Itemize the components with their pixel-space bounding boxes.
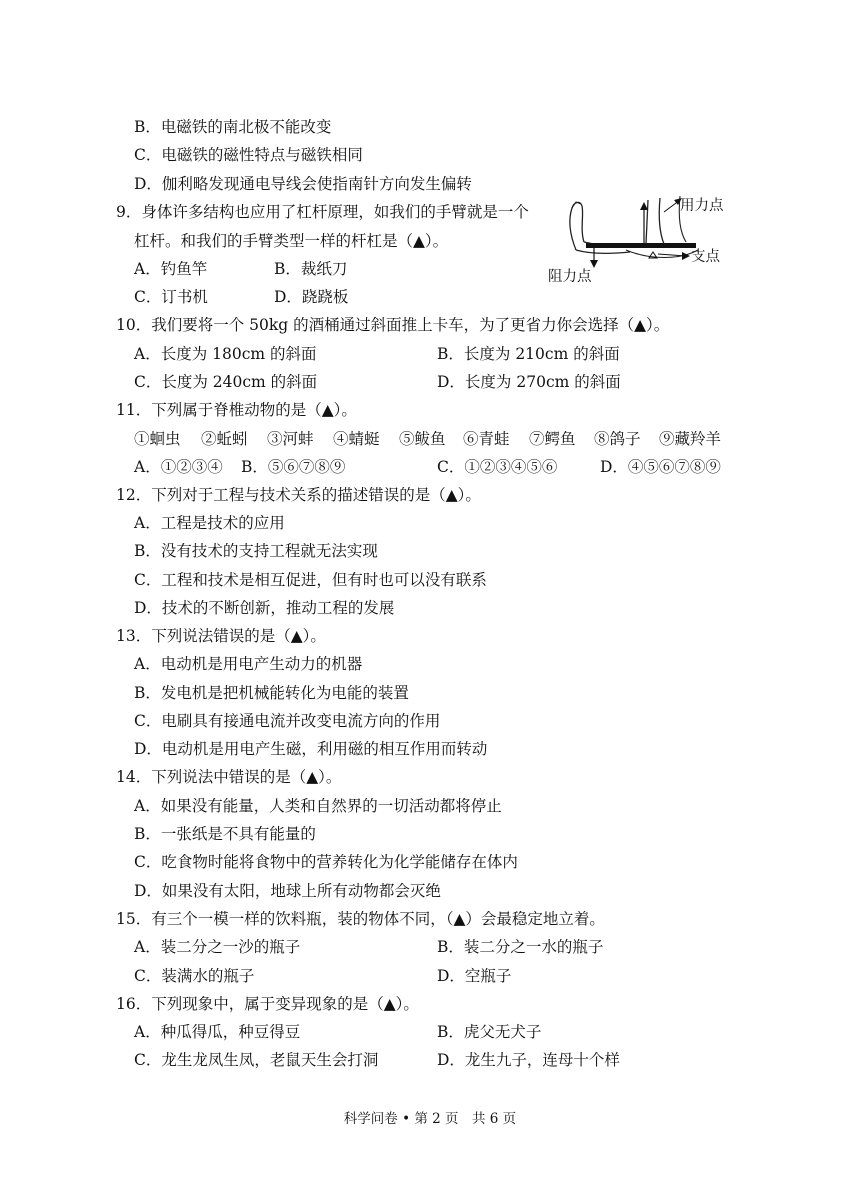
q16-stem: 16．下列现象中，属于变异现象的是（▲）。: [116, 995, 419, 1013]
q8-option-d: D．伽利略发现通电导线会使指南针方向发生偏转: [134, 175, 472, 193]
q11-item: ⑧鸽子: [594, 430, 641, 448]
arm-lever-figure: [548, 190, 740, 290]
q11-option-b: B．⑤⑥⑦⑧⑨: [241, 458, 346, 476]
load-arrow: [590, 260, 598, 268]
q15-option-a: A．装二分之一沙的瓶子: [134, 938, 301, 956]
q9-option-b: B．裁纸刀: [274, 260, 348, 278]
q16-option-d: D．龙生九子，连母十个样: [437, 1051, 620, 1069]
q11-item: ②蚯蚓: [201, 430, 248, 448]
q10-option-c: C．长度为 240cm 的斜面: [134, 373, 318, 391]
lever-bar: [586, 243, 696, 248]
hand-sketch: [570, 202, 584, 250]
q11-item: ⑤鲅鱼: [399, 430, 446, 448]
q16-option-a: A．种瓜得瓜，种豆得豆: [134, 1023, 301, 1041]
q11-item: ③河蚌: [267, 430, 314, 448]
q11-item: ⑨藏羚羊: [659, 430, 722, 448]
q10-option-a: A．长度为 180cm 的斜面: [134, 345, 317, 363]
q11-item: ⑥青蛙: [463, 430, 510, 448]
q9-stem-line1: 9．身体许多结构也应用了杠杆原理，如我们的手臂就是一个: [116, 203, 529, 221]
q14-option-c: C．吃食物时能将食物中的营养转化为化学能储存在体内: [134, 853, 518, 871]
label-fulcrum: 支点: [691, 249, 720, 265]
q13-stem: 13．下列说法错误的是（▲）。: [116, 627, 326, 645]
q11-option-a: A．①②③④: [134, 458, 223, 476]
q12-option-c: C．工程和技术是相互促进，但有时也可以没有联系: [134, 571, 487, 589]
q14-stem: 14．下列说法中错误的是（▲）。: [116, 768, 342, 786]
q9-stem-line2: 杠杆。和我们的手臂类型一样的杆杠是（▲）。: [134, 232, 449, 250]
q16-option-c: C．龙生龙凤生凤，老鼠天生会打洞: [134, 1051, 379, 1069]
q13-option-d: D．电动机是用电产生磁，利用磁的相互作用而转动: [134, 740, 488, 758]
q11-option-d: D．④⑤⑥⑦⑧⑨: [600, 458, 721, 476]
effort-arrow: [640, 202, 648, 210]
q8-option-c: C．电磁铁的磁性特点与磁铁相同: [134, 146, 363, 164]
q15-stem: 15．有三个一模一样的饮料瓶，装的物体不同，（▲）会最稳定地立着。: [116, 910, 605, 928]
q10-option-b: B．长度为 210cm 的斜面: [437, 345, 620, 363]
q11-item: ①蛔虫: [134, 430, 181, 448]
q10-stem: 10．我们要将一个 50kg 的酒桶通过斜面推上卡车，为了更省力你会选择（▲）。: [116, 316, 670, 334]
q13-option-a: A．电动机是用电产生动力的机器: [134, 655, 363, 673]
q12-stem: 12．下列对于工程与技术关系的描述错误的是（▲）。: [116, 486, 481, 504]
q11-item: ④蜻蜓: [333, 430, 380, 448]
q12-option-b: B．没有技术的支持工程就无法实现: [134, 542, 378, 560]
q11-item: ⑦鳄鱼: [529, 430, 576, 448]
q13-option-b: B．发电机是把机械能转化为电能的装置: [134, 684, 409, 702]
q9-option-d: D．跷跷板: [274, 288, 349, 306]
label-load: 阻力点: [548, 269, 592, 285]
page-footer: 科学问卷 • 第 2 页 共 6 页: [343, 1111, 517, 1127]
q12-option-a: A．工程是技术的应用: [134, 514, 285, 532]
q12-option-d: D．技术的不断创新，推动工程的发展: [134, 599, 395, 617]
q16-option-b: B．虎父无犬子: [437, 1023, 542, 1041]
q15-option-c: C．装满水的瓶子: [134, 967, 255, 985]
q15-option-d: D．空瓶子: [437, 967, 512, 985]
label-effort: 用力点: [680, 198, 724, 214]
q9-option-a: A．钓鱼竿: [134, 260, 208, 278]
q15-option-b: B．装二分之一水的瓶子: [437, 938, 604, 956]
q11-stem: 11．下列属于脊椎动物的是（▲）。: [116, 401, 357, 419]
q14-option-b: B．一张纸是不具有能量的: [134, 825, 316, 843]
q11-option-c: C．①②③④⑤⑥: [437, 458, 558, 476]
q9-option-c: C．订书机: [134, 288, 208, 306]
fulcrum-arrow: [682, 252, 690, 260]
q8-option-b: B．电磁铁的南北极不能改变: [134, 118, 332, 136]
q14-option-d: D．如果没有太阳，地球上所有动物都会灭绝: [134, 882, 441, 900]
q13-option-c: C．电刷具有接通电流并改变电流方向的作用: [134, 712, 441, 730]
q10-option-d: D．长度为 270cm 的斜面: [437, 373, 621, 391]
q14-option-a: A．如果没有能量，人类和自然界的一切活动都将停止: [134, 797, 502, 815]
